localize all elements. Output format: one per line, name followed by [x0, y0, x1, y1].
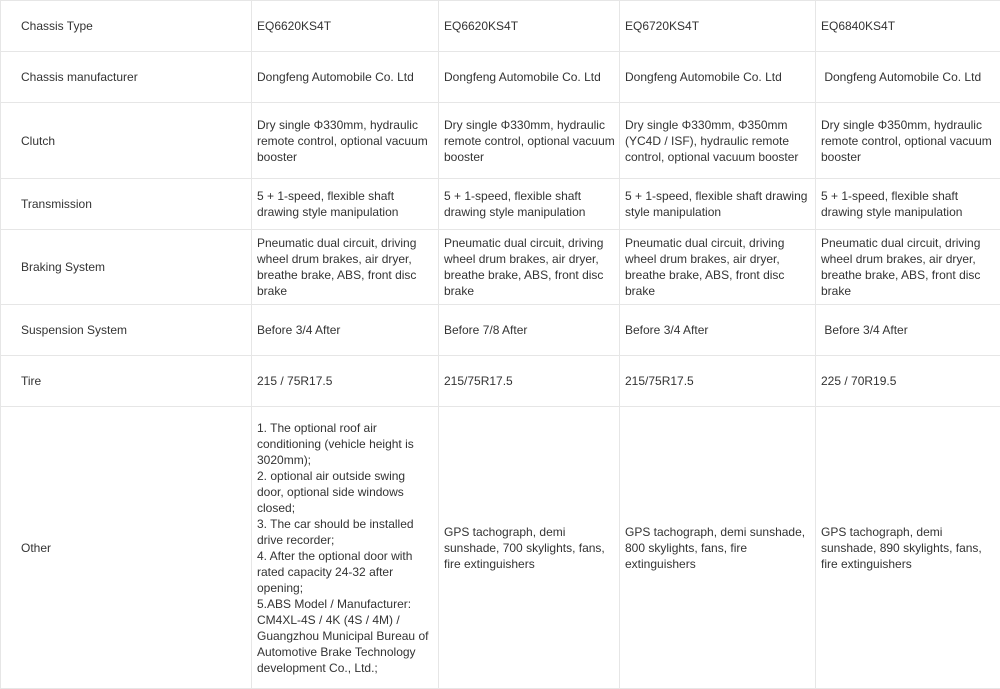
row-label: Transmission — [1, 179, 252, 230]
table-row — [1, 179, 1000, 230]
table-cell: Pneumatic dual circuit, driving wheel drum brakes, air dryer, breathe brake, ABS, front disc brake — [620, 230, 816, 305]
table-cell: Pneumatic dual circuit, driving wheel drum brakes, air dryer, breathe brake, ABS, front disc brake — [816, 230, 1000, 305]
table-row — [1, 103, 1000, 179]
table-cell: Dry single Φ350mm, hydraulic remote control, optional vacuum booster — [816, 103, 1000, 179]
row-label: Suspension System — [1, 305, 252, 356]
table-row — [1, 230, 1000, 305]
table-cell: Dry single Φ330mm, hydraulic remote control, optional vacuum booster — [252, 103, 439, 179]
table-row — [1, 52, 1000, 103]
table-cell: Pneumatic dual circuit, driving wheel drum brakes, air dryer, breathe brake, ABS, front disc brake — [252, 230, 439, 305]
table-cell: 225 / 70R19.5 — [816, 356, 1000, 407]
table-cell: Dongfeng Automobile Co. Ltd — [620, 52, 816, 103]
row-label: Other — [1, 407, 252, 689]
table-cell: Before 3/4 After — [620, 305, 816, 356]
table-cell: GPS tachograph, demi sunshade, 800 skylights, fans, fire extinguishers — [620, 407, 816, 689]
table-cell: 5 + 1-speed, flexible shaft drawing style manipulation — [816, 179, 1000, 230]
row-label: Chassis manufacturer — [1, 52, 252, 103]
table-row — [1, 305, 1000, 356]
table-cell: Before 7/8 After — [439, 305, 620, 356]
table-row — [1, 356, 1000, 407]
table-cell: 5 + 1-speed, flexible shaft drawing style manipulation — [439, 179, 620, 230]
row-label: Chassis Type — [1, 1, 252, 52]
table-cell: Dry single Φ330mm, hydraulic remote control, optional vacuum booster — [439, 103, 620, 179]
table-cell: EQ6620KS4T — [439, 1, 620, 52]
table-cell: EQ6720KS4T — [620, 1, 816, 52]
table-cell: 215 / 75R17.5 — [252, 356, 439, 407]
table-cell: Pneumatic dual circuit, driving wheel drum brakes, air dryer, breathe brake, ABS, front disc brake — [439, 230, 620, 305]
row-label: Tire — [1, 356, 252, 407]
table-cell: EQ6620KS4T — [252, 1, 439, 52]
table-cell: GPS tachograph, demi sunshade, 700 skylights, fans, fire extinguishers — [439, 407, 620, 689]
table-cell: 215/75R17.5 — [620, 356, 816, 407]
table-cell: 1. The optional roof air conditioning (vehicle height is 3020mm); 2. optional air outside swing door, optional side windows closed; 3. The car should be installed drive recorder; 4. After the optional door with rated capacity 24-32 after opening; 5.ABS Model / Manufacturer: CM4XL-4S / 4K (4S / 4M) / Guangzhou Municipal Bureau of Automotive Brake Technology development Co., Ltd.; — [252, 407, 439, 689]
table-cell: 5 + 1-speed, flexible shaft drawing style manipulation — [620, 179, 816, 230]
table-cell: Dongfeng Automobile Co. Ltd — [816, 52, 1000, 103]
table-row — [1, 407, 1000, 689]
table-cell: 5 + 1-speed, flexible shaft drawing style manipulation — [252, 179, 439, 230]
row-label: Braking System — [1, 230, 252, 305]
table-cell: Dongfeng Automobile Co. Ltd — [252, 52, 439, 103]
table-cell: Dongfeng Automobile Co. Ltd — [439, 52, 620, 103]
table-cell: 215/75R17.5 — [439, 356, 620, 407]
table-row — [1, 1, 1000, 52]
row-label: Clutch — [1, 103, 252, 179]
table-cell: Before 3/4 After — [816, 305, 1000, 356]
table-cell: GPS tachograph, demi sunshade, 890 skylights, fans, fire extinguishers — [816, 407, 1000, 689]
table-cell: Before 3/4 After — [252, 305, 439, 356]
table-cell: EQ6840KS4T — [816, 1, 1000, 52]
table-cell: Dry single Φ330mm, Φ350mm (YC4D / ISF), hydraulic remote control, optional vacuum booster — [620, 103, 816, 179]
